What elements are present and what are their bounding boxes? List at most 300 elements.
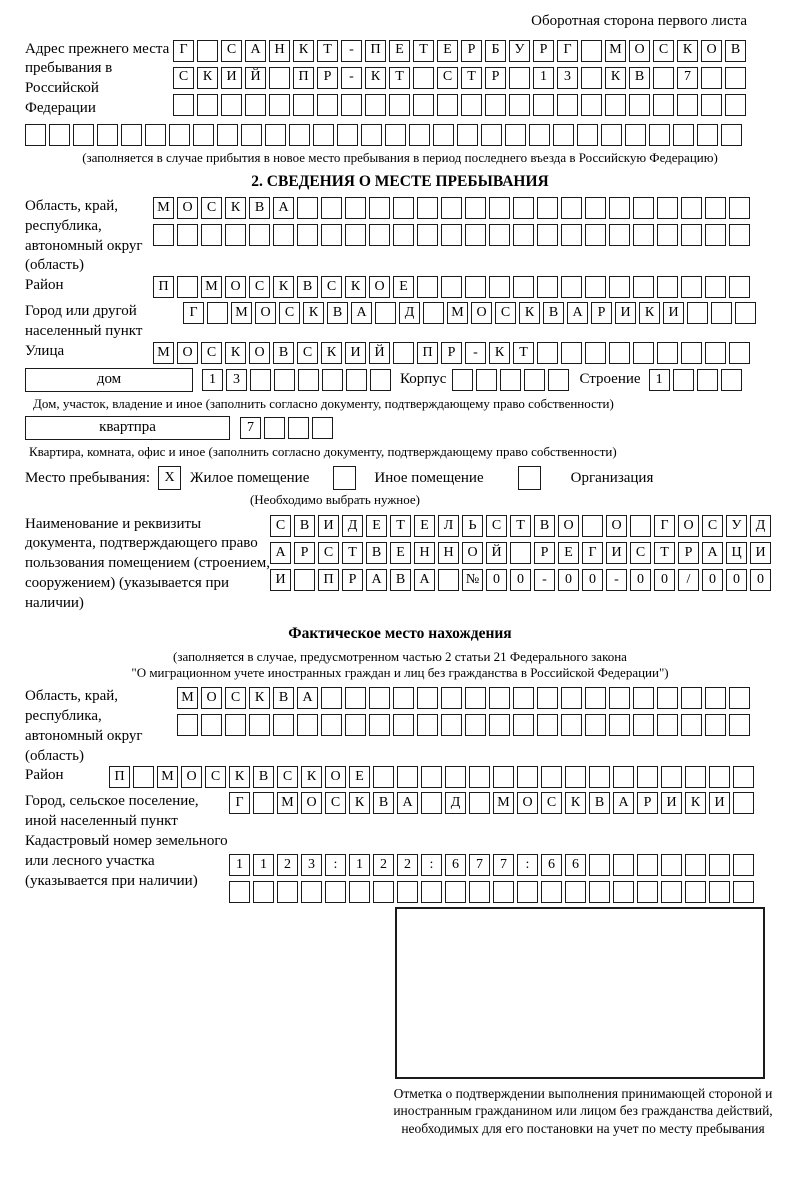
char-box <box>489 276 510 298</box>
region-label: Область, край, республика, автономный округ (область) <box>25 198 143 274</box>
char-box: В <box>273 687 294 709</box>
char-box <box>476 369 497 391</box>
actual-location-caption-1: (заполняется в случае, предусмотренном частью 2 статьи 21 Федерального закона <box>173 648 627 664</box>
char-box: Й <box>245 67 266 89</box>
char-box: М <box>153 342 174 364</box>
char-box: 0 <box>582 569 603 591</box>
char-box: С <box>541 792 562 814</box>
char-box <box>561 687 582 709</box>
char-box <box>609 714 630 736</box>
stroenie-label: Строение <box>579 371 641 388</box>
char-box <box>637 881 658 903</box>
char-box <box>705 342 726 364</box>
char-box: О <box>462 542 483 564</box>
char-box <box>346 369 367 391</box>
char-box <box>207 302 228 324</box>
char-row-prev-address-4 <box>25 124 775 146</box>
char-row-document-3 <box>270 569 771 591</box>
char-box <box>681 224 702 246</box>
house-row <box>25 368 775 392</box>
char-box: Й <box>486 542 507 564</box>
char-box <box>609 224 630 246</box>
char-box: П <box>153 276 174 298</box>
char-box <box>321 714 342 736</box>
char-box: С <box>318 542 339 564</box>
char-box <box>613 881 634 903</box>
char-box: 1 <box>349 854 370 876</box>
char-box <box>629 94 650 116</box>
char-box <box>421 766 442 788</box>
char-box <box>441 197 462 219</box>
char-box <box>513 687 534 709</box>
char-box <box>733 854 754 876</box>
char-box: - <box>341 67 362 89</box>
char-box: С <box>495 302 516 324</box>
char-box <box>701 94 722 116</box>
actual-district-block <box>25 766 775 788</box>
char-row-stroenie <box>649 369 742 391</box>
char-box: Ц <box>726 542 747 564</box>
char-box <box>121 124 142 146</box>
char-box <box>681 197 702 219</box>
char-box: : <box>421 854 442 876</box>
char-box <box>345 197 366 219</box>
char-box: 3 <box>226 369 247 391</box>
char-box <box>733 881 754 903</box>
char-box: 2 <box>373 854 394 876</box>
char-box <box>537 224 558 246</box>
char-box <box>465 687 486 709</box>
char-box <box>609 197 630 219</box>
char-box <box>297 224 318 246</box>
char-box <box>657 197 678 219</box>
char-box: С <box>702 515 723 537</box>
char-box <box>345 224 366 246</box>
char-box <box>317 94 338 116</box>
char-box: Е <box>390 542 411 564</box>
char-box <box>509 94 530 116</box>
char-box <box>423 302 444 324</box>
char-row-city <box>183 302 756 324</box>
char-box <box>465 276 486 298</box>
house-type-box: дом <box>25 368 193 392</box>
char-box <box>601 124 622 146</box>
char-row-region-2 <box>153 224 750 246</box>
char-box: К <box>229 766 250 788</box>
char-box <box>697 369 718 391</box>
char-box <box>289 124 310 146</box>
char-box <box>201 714 222 736</box>
char-box <box>729 342 750 364</box>
char-box: Д <box>399 302 420 324</box>
char-box: М <box>157 766 178 788</box>
char-box <box>465 197 486 219</box>
char-box <box>505 124 526 146</box>
char-box <box>341 94 362 116</box>
char-row-district <box>153 276 750 298</box>
char-box <box>589 854 610 876</box>
char-box: О <box>517 792 538 814</box>
char-box: П <box>293 67 314 89</box>
char-box: 7 <box>677 67 698 89</box>
char-box <box>721 369 742 391</box>
char-box <box>417 687 438 709</box>
char-box: Т <box>654 542 675 564</box>
char-box <box>481 124 502 146</box>
char-box: Р <box>461 40 482 62</box>
char-box <box>721 124 742 146</box>
char-box <box>457 124 478 146</box>
char-box: Н <box>414 542 435 564</box>
char-box <box>294 569 315 591</box>
char-box: С <box>321 276 342 298</box>
char-box <box>421 792 442 814</box>
char-box: М <box>605 40 626 62</box>
char-box: К <box>197 67 218 89</box>
char-box: 3 <box>557 67 578 89</box>
char-box: 1 <box>229 854 250 876</box>
char-box: И <box>750 542 771 564</box>
char-box <box>177 224 198 246</box>
char-box <box>369 714 390 736</box>
char-box <box>609 276 630 298</box>
char-box: 6 <box>565 854 586 876</box>
actual-city-block <box>25 792 775 832</box>
prev-address-rows <box>173 40 746 116</box>
district-label: Район <box>25 277 64 294</box>
char-box: - <box>606 569 627 591</box>
char-box: 1 <box>649 369 670 391</box>
char-box <box>513 224 534 246</box>
apartment-row <box>25 416 775 440</box>
apartment-type-box: квартпра <box>25 416 230 440</box>
char-box: Г <box>582 542 603 564</box>
char-box <box>469 766 490 788</box>
char-box <box>585 197 606 219</box>
char-box <box>513 197 534 219</box>
char-box <box>729 197 750 219</box>
char-box <box>197 40 218 62</box>
char-box: В <box>543 302 564 324</box>
char-box <box>321 224 342 246</box>
house-caption: Дом, участок, владение и иное (заполнить согласно документу, подтверждающему право собственности) <box>33 395 614 411</box>
char-box <box>321 197 342 219</box>
char-box <box>269 67 290 89</box>
char-box <box>613 766 634 788</box>
stay-option-organization-label: Организация <box>570 469 654 486</box>
char-box: И <box>663 302 684 324</box>
char-box: Т <box>317 40 338 62</box>
char-box <box>510 542 531 564</box>
char-box <box>657 714 678 736</box>
char-box <box>461 94 482 116</box>
char-box: В <box>253 766 274 788</box>
char-box <box>325 881 346 903</box>
char-box: А <box>613 792 634 814</box>
char-row-prev-address-3 <box>173 94 746 116</box>
actual-location-caption-2: "О миграционном учете иностранных граждан и лиц без гражданства в Российской Федерации") <box>131 664 669 680</box>
char-box <box>369 197 390 219</box>
char-box: Т <box>510 515 531 537</box>
char-box <box>609 687 630 709</box>
char-box: И <box>345 342 366 364</box>
char-box: К <box>519 302 540 324</box>
char-box <box>469 792 490 814</box>
char-box <box>373 766 394 788</box>
char-row-prev-address-2 <box>173 67 746 89</box>
char-box <box>489 224 510 246</box>
document-block <box>25 515 775 614</box>
char-box: А <box>366 569 387 591</box>
char-box: В <box>273 342 294 364</box>
char-box: Е <box>437 40 458 62</box>
char-box <box>633 224 654 246</box>
char-box: Л <box>438 515 459 537</box>
char-box <box>389 94 410 116</box>
char-box <box>609 342 630 364</box>
char-box: К <box>225 342 246 364</box>
char-box <box>657 687 678 709</box>
char-box: Т <box>342 542 363 564</box>
stay-option-residential-label: Жилое помещение <box>190 469 310 486</box>
region-block <box>25 197 775 276</box>
char-box: В <box>366 542 387 564</box>
char-box <box>373 881 394 903</box>
char-box <box>687 302 708 324</box>
cadastral-label: Кадастровый номер земельного или лесного участка (указывается при наличии) <box>25 833 228 889</box>
char-box <box>337 124 358 146</box>
char-box: В <box>589 792 610 814</box>
char-box: Г <box>229 792 250 814</box>
char-box <box>225 714 246 736</box>
char-box <box>513 276 534 298</box>
char-box <box>705 687 726 709</box>
char-box <box>417 197 438 219</box>
char-box <box>369 687 390 709</box>
char-box <box>585 224 606 246</box>
char-box: Е <box>366 515 387 537</box>
char-box: К <box>301 766 322 788</box>
char-box <box>541 766 562 788</box>
char-box <box>565 766 586 788</box>
char-box: С <box>201 342 222 364</box>
char-box <box>541 881 562 903</box>
char-box: К <box>349 792 370 814</box>
char-box: Р <box>678 542 699 564</box>
char-box: Г <box>173 40 194 62</box>
char-box: Р <box>533 40 554 62</box>
stay-option-other-checkbox <box>333 466 356 490</box>
char-box: М <box>177 687 198 709</box>
char-box: 7 <box>240 417 261 439</box>
char-box <box>249 714 270 736</box>
char-box: М <box>201 276 222 298</box>
char-box: 0 <box>654 569 675 591</box>
char-box <box>513 714 534 736</box>
city-label: Город или другой населенный пункт <box>25 303 143 340</box>
char-box: К <box>249 687 270 709</box>
char-box <box>437 94 458 116</box>
char-box <box>565 881 586 903</box>
char-box: Р <box>534 542 555 564</box>
char-box: О <box>678 515 699 537</box>
char-box <box>725 94 746 116</box>
char-box <box>673 369 694 391</box>
char-box <box>73 124 94 146</box>
stay-option-other-label: Иное помещение <box>374 469 484 486</box>
char-box: В <box>373 792 394 814</box>
char-box: Р <box>591 302 612 324</box>
char-box <box>489 197 510 219</box>
char-box <box>313 124 334 146</box>
char-box <box>441 714 462 736</box>
char-box: Е <box>393 276 414 298</box>
char-box <box>345 714 366 736</box>
char-box <box>385 124 406 146</box>
char-box <box>245 94 266 116</box>
actual-district-label: Район <box>25 767 64 784</box>
char-box <box>169 124 190 146</box>
char-box <box>637 766 658 788</box>
char-box <box>452 369 473 391</box>
char-box: - <box>465 342 486 364</box>
char-box <box>253 881 274 903</box>
char-box <box>417 714 438 736</box>
char-box: Р <box>317 67 338 89</box>
char-box: К <box>685 792 706 814</box>
char-box <box>369 224 390 246</box>
char-box <box>312 417 333 439</box>
char-box: 0 <box>558 569 579 591</box>
char-box: О <box>181 766 202 788</box>
char-row-actual-city <box>229 792 754 814</box>
char-box <box>345 687 366 709</box>
char-box: / <box>678 569 699 591</box>
char-box: О <box>177 342 198 364</box>
char-box <box>685 766 706 788</box>
char-box: Р <box>637 792 658 814</box>
char-box: К <box>293 40 314 62</box>
street-block <box>25 342 775 364</box>
char-box <box>681 687 702 709</box>
korpus-label: Корпус <box>400 371 447 388</box>
char-box: О <box>325 766 346 788</box>
char-box <box>705 714 726 736</box>
char-box <box>409 124 430 146</box>
char-box: Р <box>441 342 462 364</box>
char-box <box>685 881 706 903</box>
char-box <box>585 687 606 709</box>
char-box: Д <box>342 515 363 537</box>
char-box: К <box>677 40 698 62</box>
char-box: 7 <box>493 854 514 876</box>
char-box: У <box>509 40 530 62</box>
char-box <box>269 94 290 116</box>
char-box: 0 <box>726 569 747 591</box>
char-box: К <box>639 302 660 324</box>
char-box: О <box>701 40 722 62</box>
char-box <box>677 94 698 116</box>
char-box <box>705 276 726 298</box>
char-box: 0 <box>750 569 771 591</box>
char-box <box>229 881 250 903</box>
char-box <box>489 714 510 736</box>
char-box: В <box>534 515 555 537</box>
char-box <box>709 881 730 903</box>
char-box <box>537 687 558 709</box>
char-box <box>581 40 602 62</box>
char-box <box>97 124 118 146</box>
char-box: 0 <box>510 569 531 591</box>
char-row-cadastral-2 <box>229 881 754 903</box>
char-box <box>173 94 194 116</box>
char-box: П <box>318 569 339 591</box>
char-box: 6 <box>541 854 562 876</box>
prev-address-label: Адрес прежнего места пребывания в Российской Федерации <box>25 40 170 116</box>
char-box <box>653 67 674 89</box>
char-box <box>298 369 319 391</box>
char-box: О <box>249 342 270 364</box>
char-box <box>393 197 414 219</box>
char-box <box>393 342 414 364</box>
char-box <box>349 881 370 903</box>
cadastral-rows <box>229 854 754 903</box>
char-box <box>293 94 314 116</box>
char-box <box>225 224 246 246</box>
char-box: И <box>709 792 730 814</box>
char-box: Р <box>342 569 363 591</box>
char-box: - <box>341 40 362 62</box>
char-box <box>537 342 558 364</box>
char-box <box>301 881 322 903</box>
char-box: С <box>486 515 507 537</box>
char-box: 1 <box>202 369 223 391</box>
char-row-cadastral-1 <box>229 854 754 876</box>
char-box: Т <box>390 515 411 537</box>
confirmation-mark-box <box>395 907 765 1079</box>
char-box: М <box>493 792 514 814</box>
char-box: В <box>629 67 650 89</box>
char-box <box>145 124 166 146</box>
char-box <box>433 124 454 146</box>
char-box <box>585 714 606 736</box>
char-box: М <box>231 302 252 324</box>
char-box: А <box>414 569 435 591</box>
char-box <box>273 714 294 736</box>
char-box: А <box>567 302 588 324</box>
char-box: Й <box>369 342 390 364</box>
char-box: О <box>177 197 198 219</box>
char-box <box>253 792 274 814</box>
char-box: К <box>273 276 294 298</box>
char-box: С <box>277 766 298 788</box>
stay-place-label: Место пребывания: <box>25 469 150 486</box>
char-box: Т <box>389 67 410 89</box>
actual-city-label: Город, сельское поселение, иной населенный пункт <box>25 793 199 830</box>
char-box <box>524 369 545 391</box>
char-box: В <box>294 515 315 537</box>
stay-option-residential-checkbox: X <box>158 466 181 490</box>
char-box: Д <box>445 792 466 814</box>
char-row-korpus <box>452 369 569 391</box>
char-box <box>517 766 538 788</box>
char-box <box>685 854 706 876</box>
char-box <box>153 224 174 246</box>
char-box: 2 <box>397 854 418 876</box>
char-row-actual-region-2 <box>177 714 750 736</box>
char-box: О <box>606 515 627 537</box>
char-box <box>681 276 702 298</box>
